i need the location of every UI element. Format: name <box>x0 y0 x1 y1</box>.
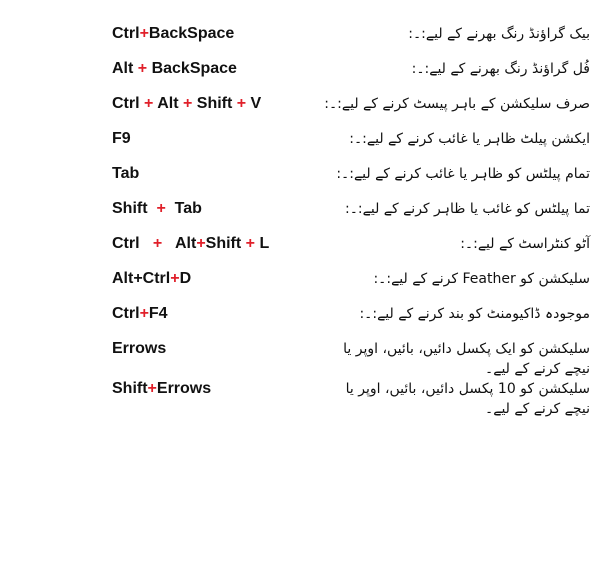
shortcut-description: ایکشن پیلٹ ظاہر یا غائب کرنے کے لیے:۔: <box>349 131 590 147</box>
plus-sign: + <box>139 25 149 42</box>
key-label: D <box>179 270 192 287</box>
shortcut-keys <box>112 199 308 219</box>
plus-sign: + <box>241 235 260 252</box>
shortcut-description: بیک گراؤنڈ رنگ بھرنے کے لیے:۔: <box>408 26 590 42</box>
shortcut-keys <box>112 379 308 399</box>
key-label: BackSpace <box>148 25 235 42</box>
shortcut-row <box>112 59 596 94</box>
shortcut-keys <box>112 164 308 184</box>
shortcut-row <box>112 339 596 379</box>
plus-sign: + <box>232 95 251 112</box>
shortcut-row <box>112 234 596 269</box>
shortcut-keys <box>112 59 308 79</box>
plus-sign: + <box>133 60 152 77</box>
key-label: Alt+Ctrl <box>112 270 171 287</box>
key-label: Shift <box>112 380 148 397</box>
key-label: F9 <box>112 130 131 147</box>
shortcut-row <box>112 379 596 419</box>
shortcut-keys <box>112 94 308 114</box>
key-label: Alt <box>112 60 134 77</box>
shortcut-keys <box>112 234 308 254</box>
key-label: Ctrl <box>112 25 140 42</box>
shortcut-description: فُل گراؤنڈ رنگ بھرنے کے لیے:۔: <box>411 61 590 77</box>
key-label: Errows <box>112 340 167 357</box>
key-label: V <box>250 95 262 112</box>
key-label: Shift <box>112 200 148 217</box>
plus-sign: + <box>170 270 180 287</box>
key-label: F4 <box>148 305 168 322</box>
shortcut-keys <box>112 269 308 289</box>
shortcut-row <box>112 199 596 234</box>
shortcut-list <box>112 24 596 419</box>
plus-sign: + <box>178 95 197 112</box>
key-label: BackSpace <box>151 60 237 77</box>
shortcut-description: صرف سلیکشن کے باہر پیسٹ کرنے کے لیے:۔: <box>324 96 590 112</box>
shortcut-row <box>112 164 596 199</box>
shortcut-row <box>112 129 596 164</box>
shortcut-row <box>112 24 596 59</box>
plus-sign: + <box>147 200 175 217</box>
shortcut-description: سلیکشن کو Feather کرنے کے لیے:۔: <box>373 271 590 287</box>
shortcut-description: تمام پیلٹس کو ظاہر یا غائب کرنے کے لیے:۔: <box>336 166 590 182</box>
plus-sign: + <box>196 235 206 252</box>
key-label: Ctrl <box>112 305 140 322</box>
key-label: L <box>259 235 270 252</box>
shortcut-description: سلیکشن کو ایک پکسل دائیں، بائیں، اوپر یا نیچے کرنے کے لیے۔ <box>343 341 590 377</box>
key-label: Errows <box>156 380 212 397</box>
key-label: Shift <box>205 235 242 252</box>
key-label: Ctrl <box>112 235 140 252</box>
shortcut-keys <box>112 24 308 44</box>
key-label: Tab <box>174 200 202 217</box>
key-label: Alt <box>157 95 179 112</box>
shortcut-description: موجودہ ڈاکیومنٹ کو بند کرنے کے لیے:۔: <box>359 306 590 322</box>
key-label: Ctrl <box>112 95 140 112</box>
key-label: Tab <box>112 165 140 182</box>
plus-sign: + <box>139 305 149 322</box>
shortcut-keys <box>112 339 308 359</box>
shortcut-row <box>112 304 596 339</box>
key-label: Shift <box>196 95 233 112</box>
shortcut-keys <box>112 304 308 324</box>
key-label: Alt <box>174 235 197 252</box>
shortcut-row <box>112 94 596 129</box>
shortcut-description: آٹو کنٹراسٹ کے لیے:۔: <box>460 236 590 252</box>
plus-sign: + <box>139 95 158 112</box>
shortcut-keys <box>112 129 308 149</box>
plus-sign: + <box>139 235 175 252</box>
shortcut-description: سلیکشن کو 10 پکسل دائیں، بائیں، اوپر یا نیچے کرنے کے لیے۔ <box>345 381 590 417</box>
shortcut-description: تما پیلٹس کو غائب یا ظاہر کرنے کے لیے:۔: <box>345 201 590 217</box>
plus-sign: + <box>147 380 157 397</box>
shortcut-row <box>112 269 596 304</box>
